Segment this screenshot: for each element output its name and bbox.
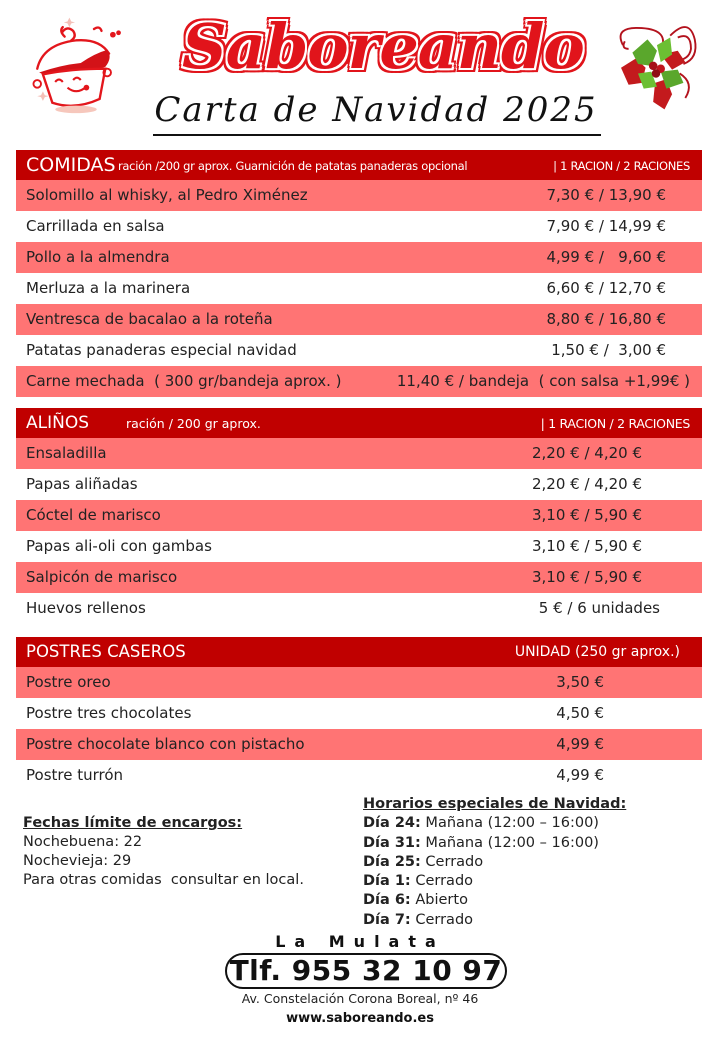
- hours-value: Mañana (12:00 – 16:00): [420, 834, 599, 851]
- hours-entry: [363, 911, 626, 930]
- hours-day: Día 24:: [363, 815, 421, 832]
- item-name: Huevos rellenos: [26, 599, 146, 617]
- menu-item: [16, 500, 702, 531]
- hours-value: Cerrado: [420, 853, 484, 870]
- item-name: Postre oreo: [26, 673, 111, 691]
- section-columns: | 1 RACION / 2 RACIONES: [540, 416, 690, 431]
- item-price: 4,50 €: [556, 704, 604, 722]
- menu-item: [16, 531, 702, 562]
- section-subtitle: ración / 200 gr aprox.: [126, 416, 261, 431]
- menu-item: [16, 593, 702, 624]
- section-title: ALIÑOS: [26, 413, 90, 433]
- section-subtitle: ración /200 gr aprox. Guarnición de patatas panaderas opcional: [118, 159, 468, 173]
- hours-day: Día 25:: [363, 853, 421, 870]
- hours-value: Cerrado: [410, 911, 474, 928]
- brand-logo: Saboreando: [182, 10, 584, 83]
- item-price: 4,99 €: [556, 735, 604, 753]
- item-price: 3,10 € / 5,90 €: [531, 568, 642, 586]
- item-price: 3,50 €: [556, 673, 604, 691]
- item-name: Ensaladilla: [26, 444, 107, 462]
- item-name: Merluza a la marinera: [26, 279, 191, 297]
- menu-item: [16, 667, 702, 698]
- menu-item: [16, 469, 702, 500]
- menu-item: [16, 698, 702, 729]
- section-alinos: [16, 408, 702, 624]
- hours-entry: [363, 853, 626, 872]
- section-comidas: [16, 150, 702, 397]
- item-price: 1,50 € / 3,00 €: [551, 341, 666, 359]
- hours-value: Mañana (12:00 – 16:00): [420, 815, 599, 832]
- hours-day: Día 31:: [363, 834, 421, 851]
- item-name: Postre chocolate blanco con pistacho: [26, 735, 305, 753]
- item-name: Cóctel de marisco: [26, 506, 161, 524]
- section-columns: | 1 RACION / 2 RACIONES: [553, 159, 690, 173]
- cooking-pot-icon: [24, 12, 128, 116]
- section-header-comidas: [16, 150, 702, 180]
- menu-item: [16, 273, 702, 304]
- deadlines-heading: Fechas límite de encargos:: [23, 815, 243, 831]
- item-price: 8,80 € / 16,80 €: [546, 310, 666, 328]
- item-price: 3,10 € / 5,90 €: [531, 537, 642, 555]
- section-columns: UNIDAD (250 gr aprox.): [514, 644, 680, 660]
- item-price: 2,20 € / 4,20 €: [531, 475, 642, 493]
- address: Av. Constelación Corona Boreal, nº 46: [241, 991, 479, 1006]
- order-deadlines: [23, 814, 304, 890]
- item-price: 3,10 € / 5,90 €: [531, 506, 642, 524]
- deadline-line: Nochebuena: 22: [23, 834, 143, 850]
- item-name: Postre tres chocolates: [26, 704, 192, 722]
- menu-item: [16, 562, 702, 593]
- menu-item: [16, 729, 702, 760]
- title-underline: [153, 134, 601, 136]
- hours-entry: [363, 814, 626, 833]
- item-name: Papas ali-oli con gambas: [26, 537, 212, 555]
- menu-item: [16, 335, 702, 366]
- item-price: 4,99 € / 9,60 €: [546, 248, 666, 266]
- item-name: Carne mechada ( 300 gr/bandeja aprox. ): [26, 372, 342, 390]
- hours-entry: [363, 872, 626, 891]
- section-postres: [16, 637, 702, 791]
- menu-item: [16, 366, 702, 397]
- hours-day: Día 6:: [363, 892, 411, 909]
- section-title: COMIDAS: [26, 154, 116, 176]
- menu-item: [16, 438, 702, 469]
- item-price: 6,60 € / 12,70 €: [546, 279, 666, 297]
- item-price: 7,30 € / 13,90 €: [546, 186, 666, 204]
- hours-entry: [363, 891, 626, 910]
- item-price: 7,90 € / 14,99 €: [546, 217, 666, 235]
- phone-number[interactable]: Tlf. 955 32 10 97: [229, 954, 503, 987]
- hours-value: Cerrado: [410, 873, 474, 890]
- item-price: 5 € / 6 unidades: [538, 599, 660, 617]
- item-price: 2,20 € / 4,20 €: [531, 444, 642, 462]
- menu-item: [16, 180, 702, 211]
- item-name: Solomillo al whisky, al Pedro Ximénez: [26, 186, 308, 204]
- hours-day: Día 1:: [363, 873, 411, 890]
- item-price: 11,40 € / bandeja ( con salsa +1,99€ ): [396, 372, 690, 390]
- item-name: Carrillada en salsa: [26, 217, 165, 235]
- item-name: Ventresca de bacalao a la roteña: [26, 310, 273, 328]
- hours-entry: [363, 834, 626, 853]
- holiday-hours: [363, 795, 626, 930]
- deadline-line: Para otras comidas consultar en local.: [23, 872, 304, 888]
- holly-icon: [604, 16, 708, 112]
- item-name: Patatas panaderas especial navidad: [26, 341, 297, 359]
- item-name: Salpicón de marisco: [26, 568, 178, 586]
- menu-item: [16, 211, 702, 242]
- menu-item: [16, 304, 702, 335]
- item-name: Papas aliñadas: [26, 475, 138, 493]
- hours-day: Día 7:: [363, 911, 411, 928]
- item-name: Postre turrón: [26, 766, 124, 784]
- menu-title: Carta de Navidad 2025: [154, 90, 598, 130]
- section-header-alinos: [16, 408, 702, 438]
- hours-heading: Horarios especiales de Navidad:: [363, 796, 627, 812]
- deadline-line: Nochevieja: 29: [23, 853, 132, 869]
- section-title: POSTRES CASEROS: [26, 642, 186, 661]
- item-name: Pollo a la almendra: [26, 248, 170, 266]
- location-name: La Mulata: [275, 932, 445, 951]
- menu-item: [16, 242, 702, 273]
- item-price: 4,99 €: [556, 766, 604, 784]
- phone-box: [225, 953, 507, 989]
- website-link[interactable]: www.saboreando.es: [286, 1011, 434, 1026]
- menu-item: [16, 760, 702, 791]
- section-header-postres: [16, 637, 702, 667]
- hours-value: Abierto: [410, 892, 468, 909]
